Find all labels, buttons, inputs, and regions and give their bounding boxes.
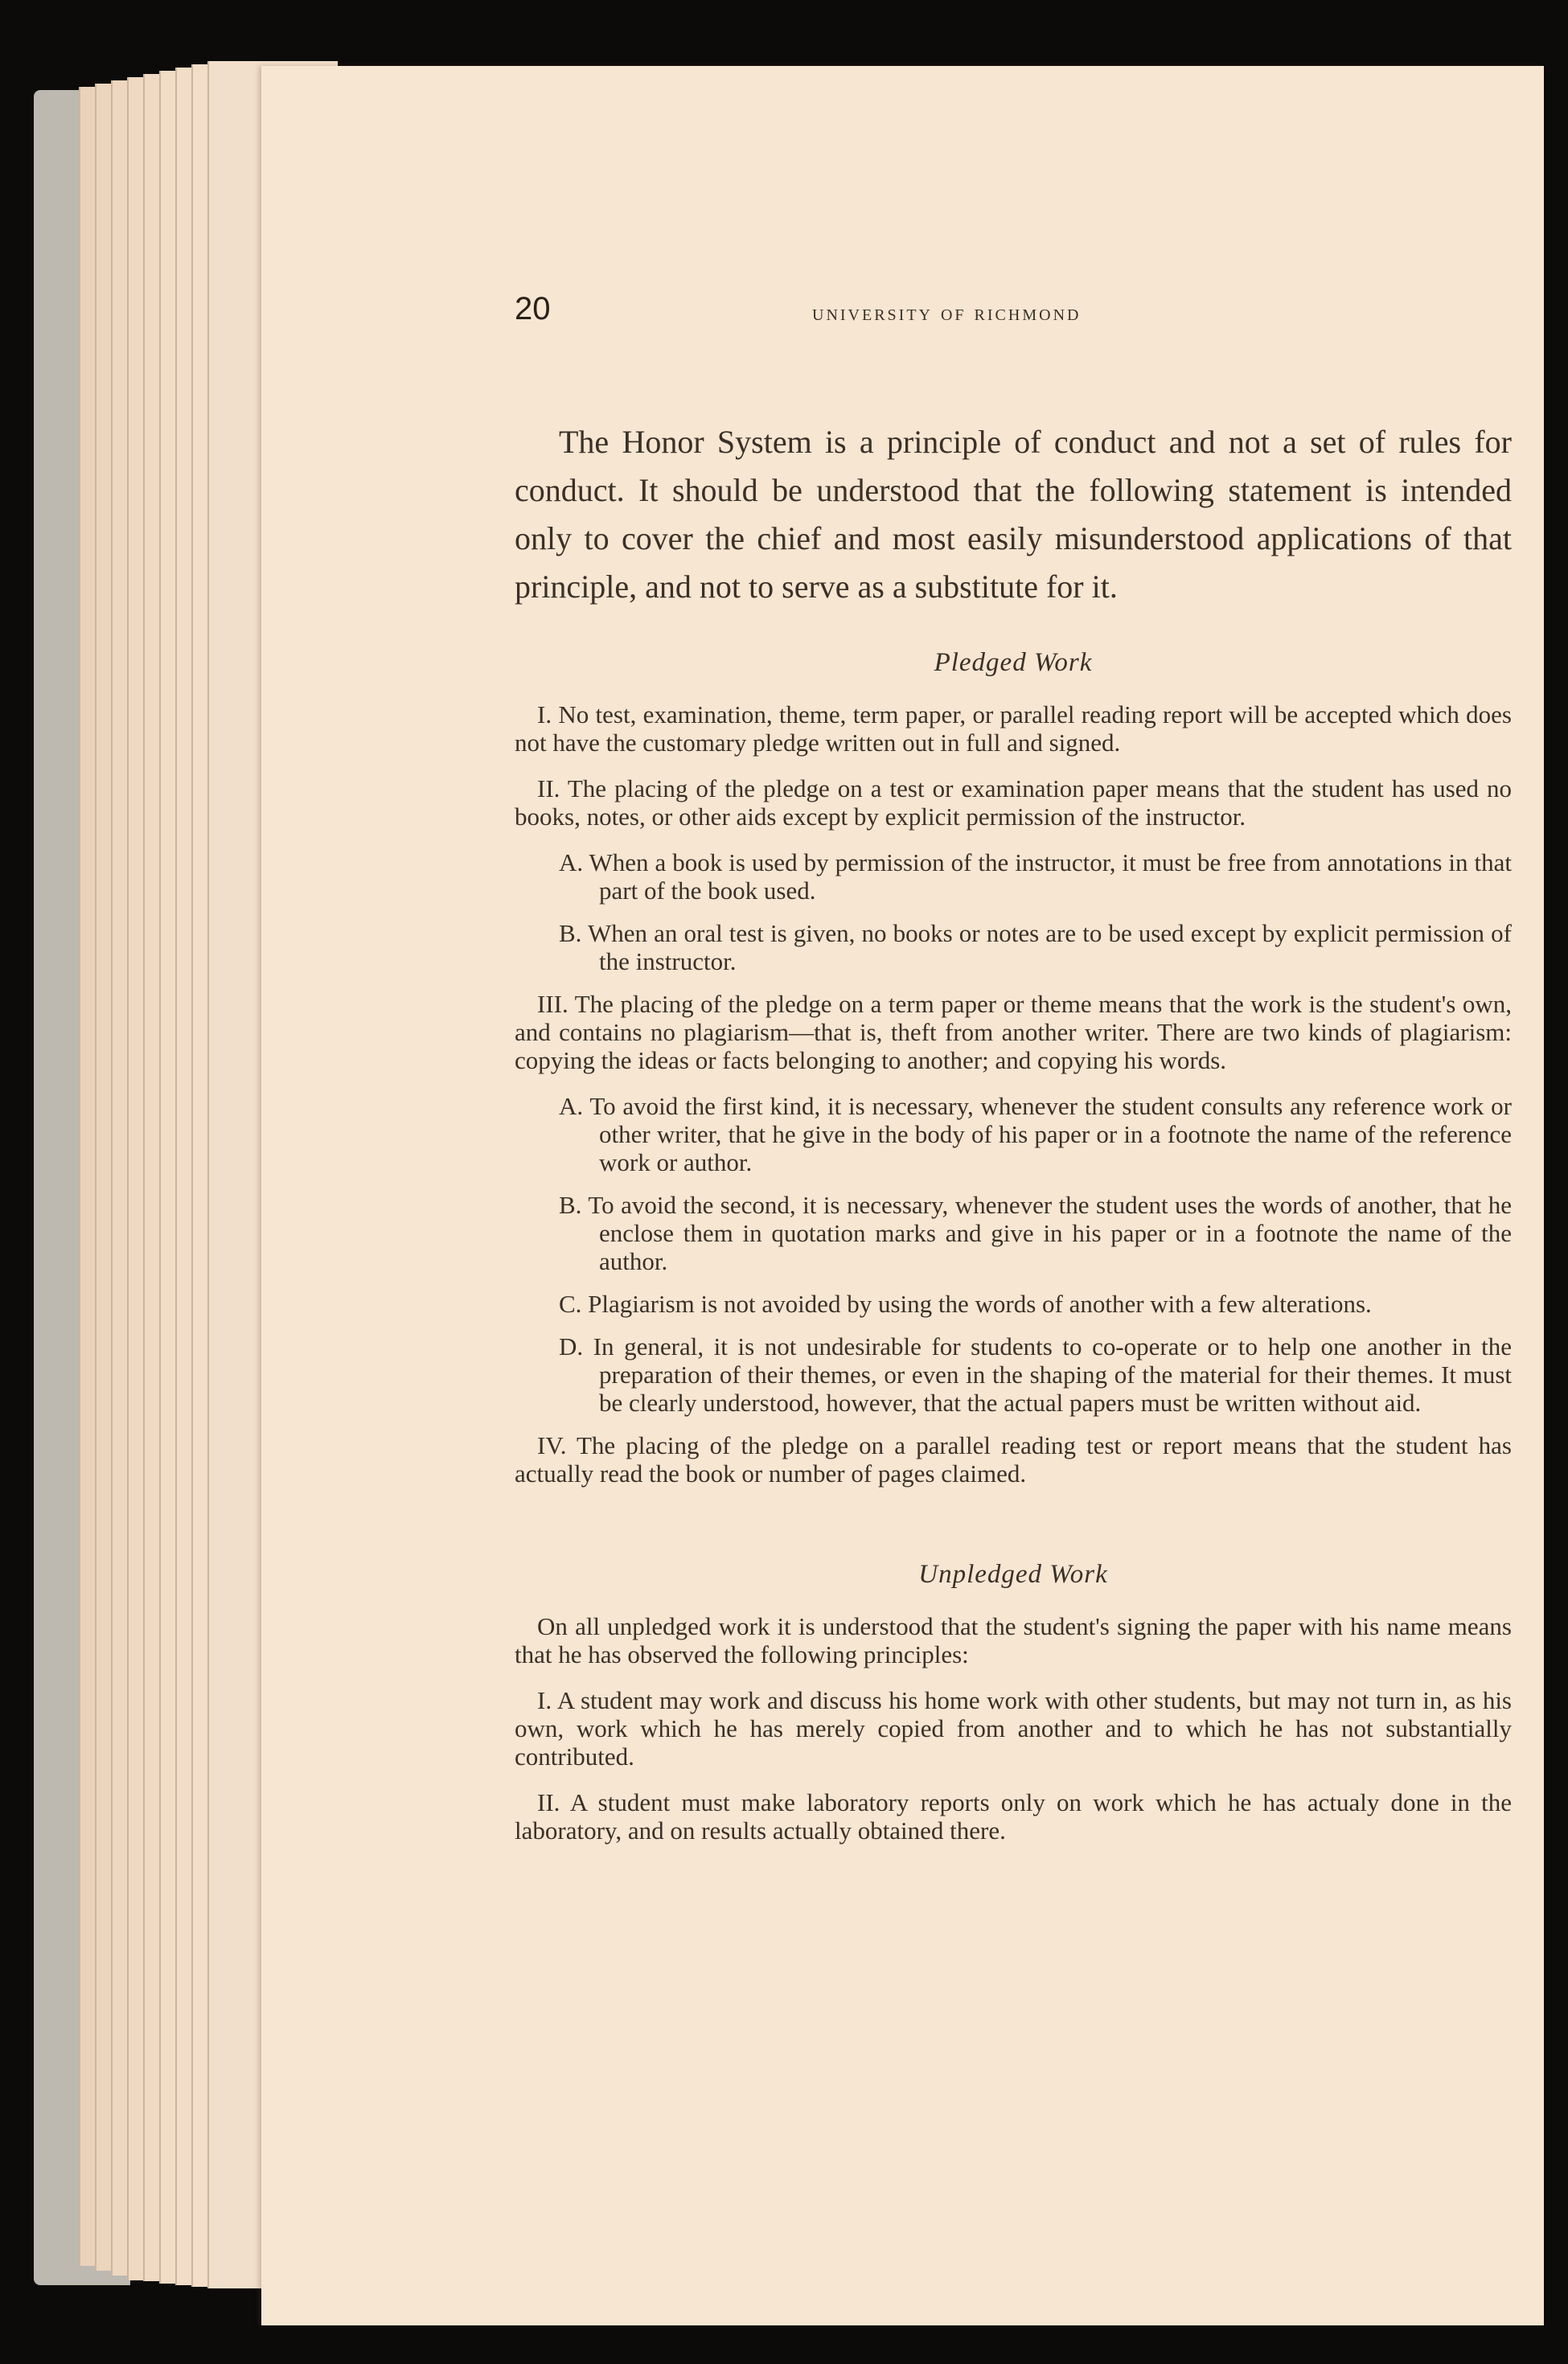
- rule-paragraph: I. A student may work and discuss his home work with other students, but may not turn in, as his own, work which he has merely copied from another and to which he has not substantially contributed.: [515, 1686, 1512, 1771]
- sub-rule-paragraph: B. When an oral test is given, no books or notes are to be used except by explicit permission of the instructor.: [559, 919, 1512, 975]
- intro-paragraph: The Honor System is a principle of conduct and not a set of rules for conduct. It should be understood that the following statement is intended only to cover the chief and most easily misunderstood applications of that principle, and not to serve as a substitute for it.: [515, 424, 1512, 605]
- book-page: [261, 66, 1544, 2325]
- page-content: [515, 291, 1512, 1862]
- section-heading-pledged-work: Pledged Work: [934, 648, 1093, 677]
- rule-paragraph: II. A student must make laboratory reports only on work which he has actualy done in the laboratory, and on results actually obtained there.: [515, 1788, 1512, 1845]
- page-header: [515, 291, 1512, 347]
- rule-paragraph: III. The placing of the pledge on a term paper or theme means that the work is the student's own, and contains no plagiarism—that is, theft from another writer. There are two kinds of plagiarism: copying the ideas or facts belonging to another; and copying his words.: [515, 990, 1512, 1074]
- rule-paragraph: IV. The placing of the pledge on a parallel reading test or report means that the student has actually read the book or number of pages claimed.: [515, 1431, 1512, 1488]
- rule-paragraph: On all unpledged work it is understood that the student's signing the paper with his name means that he has observed the following principles:: [515, 1612, 1512, 1668]
- running-head: university of richmond: [812, 301, 1082, 326]
- page-number: 20: [515, 291, 551, 326]
- sub-rule-paragraph: A. When a book is used by permission of the instructor, it must be free from annotations in that part of the book used.: [559, 848, 1512, 905]
- rule-paragraph: II. The placing of the pledge on a test or examination paper means that the student has used no books, notes, or other aids except by explicit permission of the instructor.: [515, 774, 1512, 831]
- rule-paragraph: I. No test, examination, theme, term paper, or parallel reading report will be accepted which does not have the customary pledge written out in full and signed.: [515, 700, 1512, 757]
- sub-rule-paragraph: A. To avoid the first kind, it is necessary, whenever the student consults any reference work or other writer, that he give in the body of his paper or in a footnote the name of the reference work or author.: [559, 1092, 1512, 1176]
- sub-rule-paragraph: C. Plagiarism is not avoided by using the words of another with a few alterations.: [559, 1290, 1372, 1318]
- sub-rule-paragraph: B. To avoid the second, it is necessary, whenever the student uses the words of another, that he enclose them in quotation marks and give in his paper or in a footnote the name of the author.: [559, 1191, 1512, 1275]
- sub-rule-paragraph: D. In general, it is not undesirable for students to co-operate or to help one another in the preparation of their themes, or even in the shaping of the material for their themes. It must be clearly understood, however, that the actual papers must be written without aid.: [559, 1332, 1512, 1417]
- section-heading-unpledged-work: Unpledged Work: [918, 1560, 1108, 1589]
